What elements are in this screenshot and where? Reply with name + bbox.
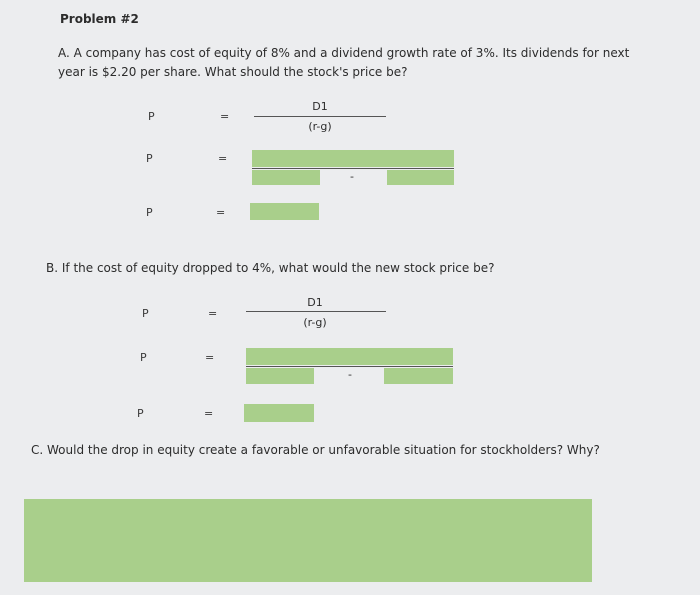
formula-a-fraction-bar [254, 116, 386, 117]
formula-b-eq-3: = [204, 407, 214, 420]
formula-a-var-2: P [146, 152, 153, 165]
formula-a-var-3: P [146, 206, 153, 219]
answer-a-rate-box[interactable] [252, 170, 320, 185]
formula-a-numerator: D1 [312, 100, 328, 113]
answer-a-minus: - [350, 170, 354, 183]
formula-a-eq-2: = [218, 152, 228, 165]
answer-a-price-box[interactable] [250, 203, 319, 220]
question-a: A. A company has cost of equity of 8% and a dividend growth rate of 3%. Its dividends for next year is $2.20 per share. What should the stock's price be? [58, 46, 630, 79]
formula-a-var-1: P [148, 110, 155, 123]
answer-b-minus: - [348, 368, 352, 381]
answer-c-textbox[interactable] [24, 499, 592, 582]
formula-a-eq-3: = [216, 206, 226, 219]
formula-b-var-1: P [142, 307, 149, 320]
formula-b-numerator: D1 [307, 296, 323, 309]
formula-a-eq-1: = [220, 110, 230, 123]
formula-a-denominator: (r-g) [308, 120, 332, 133]
problem-title: Problem #2 [60, 12, 139, 26]
question-b: B. If the cost of equity dropped to 4%, what would the new stock price be? [46, 261, 495, 275]
answer-b-price-box[interactable] [244, 404, 314, 422]
formula-b-var-3: P [137, 407, 144, 420]
formula-b-eq-2: = [205, 351, 215, 364]
answer-b-fraction-bar [246, 366, 453, 367]
answer-b-rate-box[interactable] [246, 368, 314, 384]
answer-b-numerator-box[interactable] [246, 348, 453, 365]
formula-b-eq-1: = [208, 307, 218, 320]
formula-b-var-2: P [140, 351, 147, 364]
formula-b-fraction-bar [246, 311, 386, 312]
question-c: C. Would the drop in equity create a favorable or unfavorable situation for stockholders? Why? [31, 443, 600, 457]
answer-a-growth-box[interactable] [387, 170, 454, 185]
answer-a-fraction-bar [252, 168, 454, 169]
answer-a-numerator-box[interactable] [252, 150, 454, 167]
formula-b-denominator: (r-g) [303, 316, 327, 329]
answer-b-growth-box[interactable] [384, 368, 453, 384]
